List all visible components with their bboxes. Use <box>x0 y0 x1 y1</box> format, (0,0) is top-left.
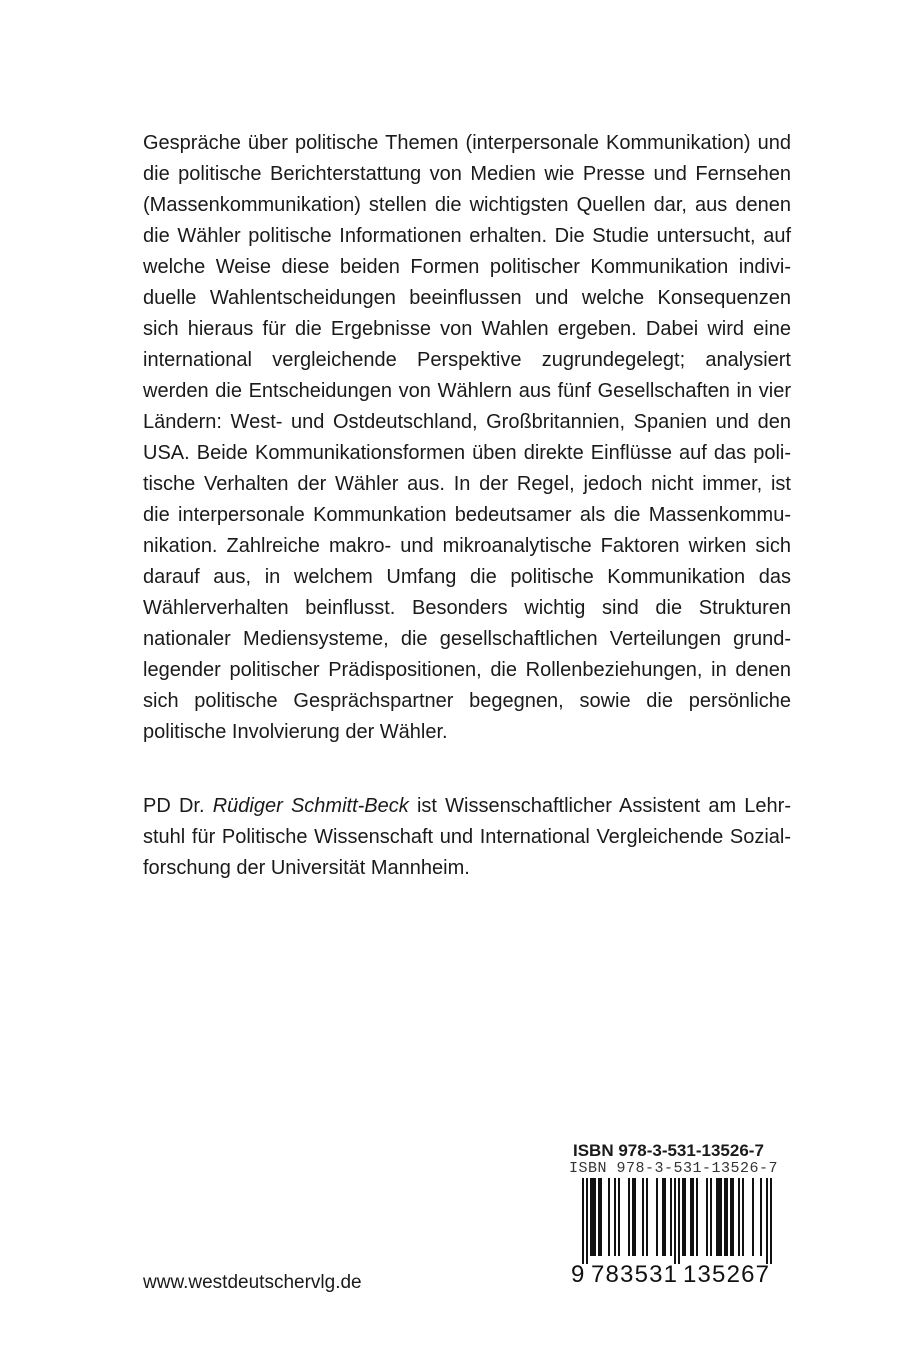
barcode-bar <box>710 1178 712 1256</box>
barcode-bar <box>682 1178 684 1256</box>
barcode-bar <box>742 1178 744 1256</box>
barcode-bar <box>760 1178 762 1256</box>
blurb-line: legender politischer Prädispositionen, die Rollenbeziehungen, in denen <box>143 659 791 681</box>
barcode-bar <box>770 1178 772 1264</box>
blurb-line: nationaler Mediensysteme, die gesellschaftlichen Verteilungen grund- <box>143 628 791 650</box>
isbn-label: ISBN 978-3-531-13526-7 <box>573 1141 764 1160</box>
barcode-bar <box>614 1178 616 1256</box>
blurb-line: tische Verhalten der Wähler aus. In der Regel, jedoch nicht immer, ist <box>143 473 791 495</box>
barcode-bar <box>766 1178 768 1264</box>
barcode-bar <box>718 1178 720 1256</box>
barcode-bar <box>656 1178 658 1256</box>
publisher-url[interactable]: www.westdeutschervlg.de <box>143 1272 362 1293</box>
blurb-line: Ländern: West- und Ostdeutschland, Großbritannien, Spanien und den <box>143 411 791 433</box>
blurb-line: international vergleichende Perspektive zugrundegelegt; analysiert <box>143 349 791 371</box>
author-bio-line <box>143 791 791 822</box>
blurb-line: die interpersonale Kommunkation bedeutsamer als die Massenkommu- <box>143 504 791 526</box>
blurb-line: Gespräche über politische Themen (interpersonale Kommunikation) und <box>143 132 791 154</box>
barcode-bar <box>726 1178 728 1256</box>
barcode-bar <box>592 1178 594 1256</box>
barcode-bar <box>608 1178 610 1256</box>
barcode-bar <box>732 1178 734 1256</box>
barcode-bar <box>600 1178 602 1256</box>
barcode-first-digit: 9 <box>571 1261 585 1286</box>
blurb-line: welche Weise diese beiden Formen politischer Kommunikation indivi- <box>143 256 791 278</box>
blurb-line: sich hieraus für die Ergebnisse von Wahlen ergeben. Dabei wird eine <box>143 318 791 340</box>
barcode-bar <box>716 1178 718 1256</box>
barcode-right-digits: 135267 <box>683 1261 769 1286</box>
blurb-line: politische Involvierung der Wähler. <box>143 721 448 743</box>
barcode-bar <box>738 1178 740 1256</box>
barcode-bar <box>598 1178 600 1256</box>
barcode-bar <box>646 1178 648 1256</box>
author-bio-text: ist Wissenschaftlicher Assistent am Lehr- <box>408 795 791 817</box>
blurb-line: darauf aus, in welchem Umfang die politische Kommunikation das <box>143 566 791 588</box>
barcode-bar <box>628 1178 630 1256</box>
barcode-bar <box>662 1178 664 1256</box>
barcode-bar <box>720 1178 722 1256</box>
author-bio-line: stuhl für Politische Wissenschaft und International Vergleichende Sozial- <box>143 826 791 848</box>
blurb-line: duelle Wahlentscheidungen beeinflussen und welche Konsequenzen <box>143 287 791 309</box>
blurb-line: die Wähler politische Informationen erhalten. Die Studie untersucht, auf <box>143 225 791 247</box>
barcode-bar <box>632 1178 634 1256</box>
barcode-bar <box>752 1178 754 1256</box>
barcode-left-digits: 783531 <box>591 1261 677 1286</box>
barcode-bar <box>674 1178 676 1264</box>
author-prefix: PD Dr. <box>143 795 213 817</box>
barcode-bar <box>696 1178 698 1256</box>
author-bio <box>143 791 791 884</box>
blurb-line: sich politische Gesprächspartner begegnen, sowie die persönliche <box>143 690 791 712</box>
blurb-paragraph <box>143 128 791 748</box>
blurb-line: (Massenkommunikation) stellen die wichtigsten Quellen dar, aus denen <box>143 194 791 216</box>
barcode-bar <box>586 1178 588 1264</box>
isbn-mono-label: ISBN 978-3-531-13526-7 <box>569 1160 779 1177</box>
barcode-bar <box>684 1178 686 1256</box>
barcode-bar <box>724 1178 726 1256</box>
barcode-bar <box>590 1178 592 1256</box>
blurb-line: USA. Beide Kommunikationsformen üben direkte Einflüsse auf das poli- <box>143 442 791 464</box>
barcode-bar <box>642 1178 644 1256</box>
barcode-bar <box>582 1178 584 1264</box>
barcode-bar <box>594 1178 596 1256</box>
barcode-bar <box>690 1178 692 1256</box>
barcode-bar <box>730 1178 732 1256</box>
blurb-line: die politische Berichterstattung von Medien wie Presse und Fernsehen <box>143 163 791 185</box>
barcode-bar <box>670 1178 672 1256</box>
barcode-bar <box>678 1178 680 1264</box>
barcode-bar <box>692 1178 694 1256</box>
barcode-bar <box>618 1178 620 1256</box>
blurb-line: werden die Entscheidungen von Wählern aus fünf Gesellschaften in vier <box>143 380 791 402</box>
blurb-line: nikation. Zahlreiche makro- und mikroanalytische Faktoren wirken sich <box>143 535 791 557</box>
barcode-bar <box>634 1178 636 1256</box>
isbn-barcode <box>568 1176 774 1286</box>
author-name: Rüdiger Schmitt-Beck <box>212 795 409 817</box>
barcode-bar <box>706 1178 708 1256</box>
author-bio-line: forschung der Universität Mannheim. <box>143 857 470 879</box>
blurb-line: Wählerverhalten beinflusst. Besonders wichtig sind die Strukturen <box>143 597 791 619</box>
barcode-bar <box>664 1178 666 1256</box>
